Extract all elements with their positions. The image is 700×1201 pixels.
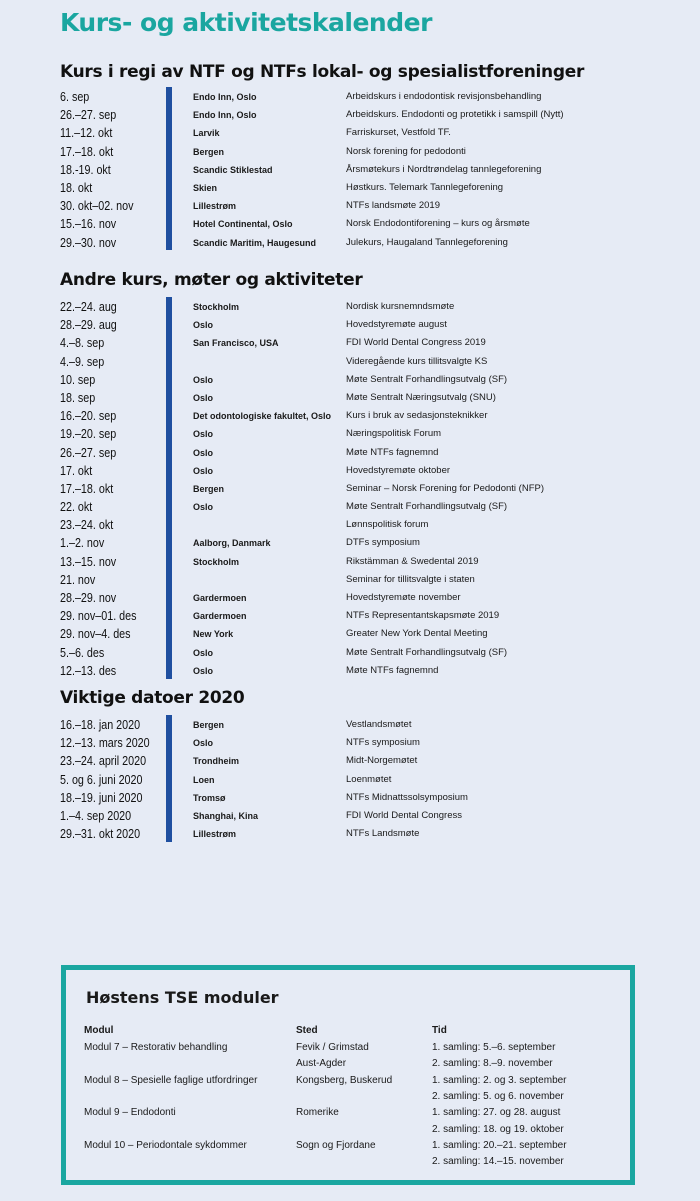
event-place: Oslo [193,665,214,676]
event-place: Lillestrøm [193,201,237,212]
event-date: 18.–19. juni 2020 [60,790,143,805]
event-title: NTFs Landsmøte [346,828,420,840]
event-place: Oslo [193,429,214,440]
event-title: FDI World Dental Congress [346,809,462,821]
event-title: NTFs Midnattssolsymposium [346,791,468,803]
calendar-row [0,807,700,825]
event-date: 22.–24. aug [60,300,117,314]
tse-modules-box [61,965,635,1185]
event-date: 28.–29. nov [60,591,117,605]
event-list-ntf [0,88,700,252]
event-title: Norsk Endodontiforening – kurs og årsmøte [346,218,530,230]
event-place: Gardermoen [193,593,247,603]
tse-module-time: 1. samling: 5.–6. september [432,1042,556,1053]
event-place: Oslo [193,738,214,749]
calendar-row [0,371,700,389]
event-place: Larvik [193,128,220,139]
calendar-row [0,234,700,252]
event-title: Arbeidskurs. Endodonti og protetikk i samspill (Nytt) [346,109,564,121]
event-date: 28.–29. aug [60,318,117,333]
tse-title: Høstens TSE moduler [86,988,279,1007]
calendar-row [0,407,700,425]
event-place: Loen [193,774,215,785]
event-date: 23.–24. okt [60,518,114,533]
calendar-row [0,498,700,516]
event-date: 18. sep [60,390,96,405]
event-date: 17.–18. okt [60,144,114,159]
event-place: Bergen [193,146,225,157]
event-date: 11.–12. okt [60,126,113,141]
event-title: Hovedstyremøte oktober [346,464,451,476]
tse-header-tid: Tid [432,1025,447,1036]
event-title: Møte Sentralt Forhandlingsutvalg (SF) [346,373,508,385]
event-title: Årsmøtekurs i Nordtrøndelag tannlegeforening [346,163,542,175]
event-date: 13.–15. nov [60,554,117,569]
calendar-row [0,161,700,179]
event-date: 26.–27. sep [60,445,117,460]
calendar-row [0,625,700,643]
calendar-row [0,516,700,534]
event-date: 30. okt–02. nov [60,199,134,214]
event-title: Møte NTFs fagnemnd [346,446,439,458]
event-title: Julekurs, Haugaland Tannlegeforening [346,236,508,248]
calendar-row [0,143,700,161]
event-place: Oslo [193,392,214,403]
event-title: NTFs symposium [346,737,420,749]
calendar-row [0,789,700,807]
event-title: Videregående kurs tillitsvalgte KS [346,355,488,367]
page-title: Kurs- og aktivitetskalender [60,8,432,37]
event-date: 17. okt [60,463,93,478]
calendar-row [0,215,700,233]
event-place: Det odontologiske fakultet, Oslo [193,411,332,422]
event-place: Bergen [193,483,225,494]
event-date: 5. og 6. juni 2020 [60,772,143,787]
event-title: Lønnspolitisk forum [346,519,429,531]
event-title: Greater New York Dental Meeting [346,628,488,640]
event-date: 29.–31. okt 2020 [60,827,141,842]
tse-module-time: 2. samling: 18. og 19. oktober [432,1123,564,1135]
calendar-row [0,353,700,371]
event-date: 22. okt [60,500,93,515]
event-title: Hovedstyremøte november [346,592,461,603]
event-date: 26.–27. sep [60,108,117,123]
event-title: NTFs Representantskapsmøte 2019 [346,610,500,622]
event-place: Tromsø [193,792,226,803]
calendar-row [0,334,700,352]
event-date: 1.–4. sep 2020 [60,808,132,823]
tse-module-place: Sogn og Fjordane [296,1139,376,1151]
event-place: Shanghai, Kina [193,810,259,821]
section-title-other: Andre kurs, møter og aktiviteter [60,270,363,290]
event-title: Høstkurs. Telemark Tannlegeforening [346,181,504,193]
event-title: Nordisk kursnemndsmøte [346,301,455,312]
event-place: Lillestrøm [193,829,237,840]
event-date: 29. nov–01. des [60,609,137,624]
calendar-row [0,389,700,407]
calendar-row [0,553,700,571]
event-place: Oslo [193,374,214,385]
calendar-row [0,88,700,106]
tse-module-name: Modul 7 – Restorativ behandling [84,1042,228,1053]
event-place: San Francisco, USA [193,338,279,349]
event-date: 6. sep [60,90,90,104]
event-date: 23.–24. april 2020 [60,754,147,769]
event-title: Møte Sentralt Næringsutvalg (SNU) [346,391,496,403]
calendar-row [0,316,700,334]
event-title: Loenmøtet [346,773,392,785]
event-date: 29.–30. nov [60,235,117,250]
calendar-row [0,607,700,625]
event-date: 4.–8. sep [60,336,105,351]
event-date: 18. okt [60,180,93,195]
section-title-2020: Viktige datoer 2020 [60,688,245,708]
event-date: 18.-19. okt [60,162,111,177]
event-place: Trondheim [193,756,240,767]
event-place: Scandic Maritim, Haugesund [193,237,317,248]
event-date: 21. nov [60,572,96,587]
calendar-row [0,771,700,789]
event-place: Gardermoen [193,611,247,622]
event-place: Stockholm [193,302,240,312]
event-date: 5.–6. des [60,645,105,660]
calendar-row [0,571,700,589]
calendar-row [0,298,700,316]
calendar-row [0,752,700,770]
tse-module-time: 1. samling: 20.–21. september [432,1139,567,1151]
event-title: Møte Sentralt Forhandlingsutvalg (SF) [346,646,508,658]
calendar-row [0,124,700,142]
event-date: 4.–9. sep [60,354,105,369]
tse-module-name: Modul 10 – Periodontale sykdommer [84,1139,247,1151]
tse-module-time: 2. samling: 5. og 6. november [432,1090,564,1102]
event-date: 17.–18. okt [60,481,114,496]
event-place: Oslo [193,465,214,476]
tse-module-place: Aust-Agder [296,1058,347,1070]
event-title: DTFs symposium [346,537,420,549]
tse-module-place: Romerike [296,1107,339,1119]
calendar-row [0,425,700,443]
event-list-2020 [0,716,700,843]
tse-header-modul: Modul [84,1025,114,1036]
tse-module-place: Fevik / Grimstad [296,1042,369,1053]
event-title: Farriskurset, Vestfold TF. [346,127,451,139]
tse-module-place: Kongsberg, Buskerud [296,1074,393,1086]
event-place: Oslo [193,320,214,331]
event-date: 16.–20. sep [60,409,117,424]
event-title: Møte NTFs fagnemnd [346,664,439,676]
event-place: Aalborg, Danmark [193,538,271,549]
event-date: 12.–13. mars 2020 [60,736,150,751]
tse-module-time: 1. samling: 2. og 3. september [432,1074,567,1086]
event-place: Scandic Stiklestad [193,164,273,175]
calendar-row [0,106,700,124]
event-title: NTFs landsmøte 2019 [346,200,440,212]
event-place: Stockholm [193,556,240,567]
calendar-row [0,444,700,462]
calendar-row [0,825,700,843]
calendar-row [0,480,700,498]
event-title: Rikstämman & Swedental 2019 [346,555,479,567]
event-place: Oslo [193,447,214,458]
event-title: Møte Sentralt Forhandlingsutvalg (SF) [346,501,508,513]
tse-header-sted: Sted [296,1025,318,1036]
event-place: Endo Inn, Oslo [193,110,257,121]
event-title: Seminar – Norsk Forening for Pedodonti (NFP) [346,482,544,494]
event-title: Vestlandsmøtet [346,719,412,730]
event-place: Bergen [193,720,225,730]
event-title: Seminar for tillitsvalgte i staten [346,573,475,585]
event-list-other [0,298,700,680]
event-place: Hotel Continental, Oslo [193,219,293,230]
event-date: 29. nov–4. des [60,627,131,642]
event-date: 12.–13. des [60,663,117,678]
tse-module-name: Modul 8 – Spesielle faglige utfordringer [84,1074,258,1086]
calendar-row [0,662,700,680]
section-title-ntf: Kurs i regi av NTF og NTFs lokal- og spesialistforeninger [60,62,585,82]
event-place: Skien [193,182,218,193]
calendar-row [0,734,700,752]
calendar-row [0,716,700,734]
event-title: Kurs i bruk av sedasjonsteknikker [346,410,488,422]
event-title: Midt-Norgemøtet [346,755,418,767]
calendar-row [0,197,700,215]
calendar-row [0,644,700,662]
tse-module-name: Modul 9 – Endodonti [84,1107,176,1119]
event-title: Arbeidskurs i endodontisk revisjonsbehandling [346,91,542,102]
event-title: Hovedstyremøte august [346,319,447,331]
tse-module-time: 2. samling: 14.–15. november [432,1156,564,1168]
calendar-row [0,589,700,607]
event-date: 1.–2. nov [60,536,105,551]
event-place: Oslo [193,502,214,513]
event-date: 19.–20. sep [60,427,117,442]
tse-module-time: 1. samling: 27. og 28. august [432,1107,561,1119]
event-place: New York [193,629,234,640]
event-place: Endo Inn, Oslo [193,92,257,102]
calendar-row [0,462,700,480]
tse-module-time: 2. samling: 8.–9. november [432,1058,553,1070]
event-date: 15.–16. nov [60,217,117,232]
event-date: 10. sep [60,372,96,387]
event-title: FDI World Dental Congress 2019 [346,337,486,349]
event-place: Oslo [193,647,214,658]
event-date: 16.–18. jan 2020 [60,718,141,732]
calendar-row [0,179,700,197]
calendar-row [0,534,700,552]
event-title: Norsk forening for pedodonti [346,145,466,157]
event-title: Næringspolitisk Forum [346,428,442,440]
